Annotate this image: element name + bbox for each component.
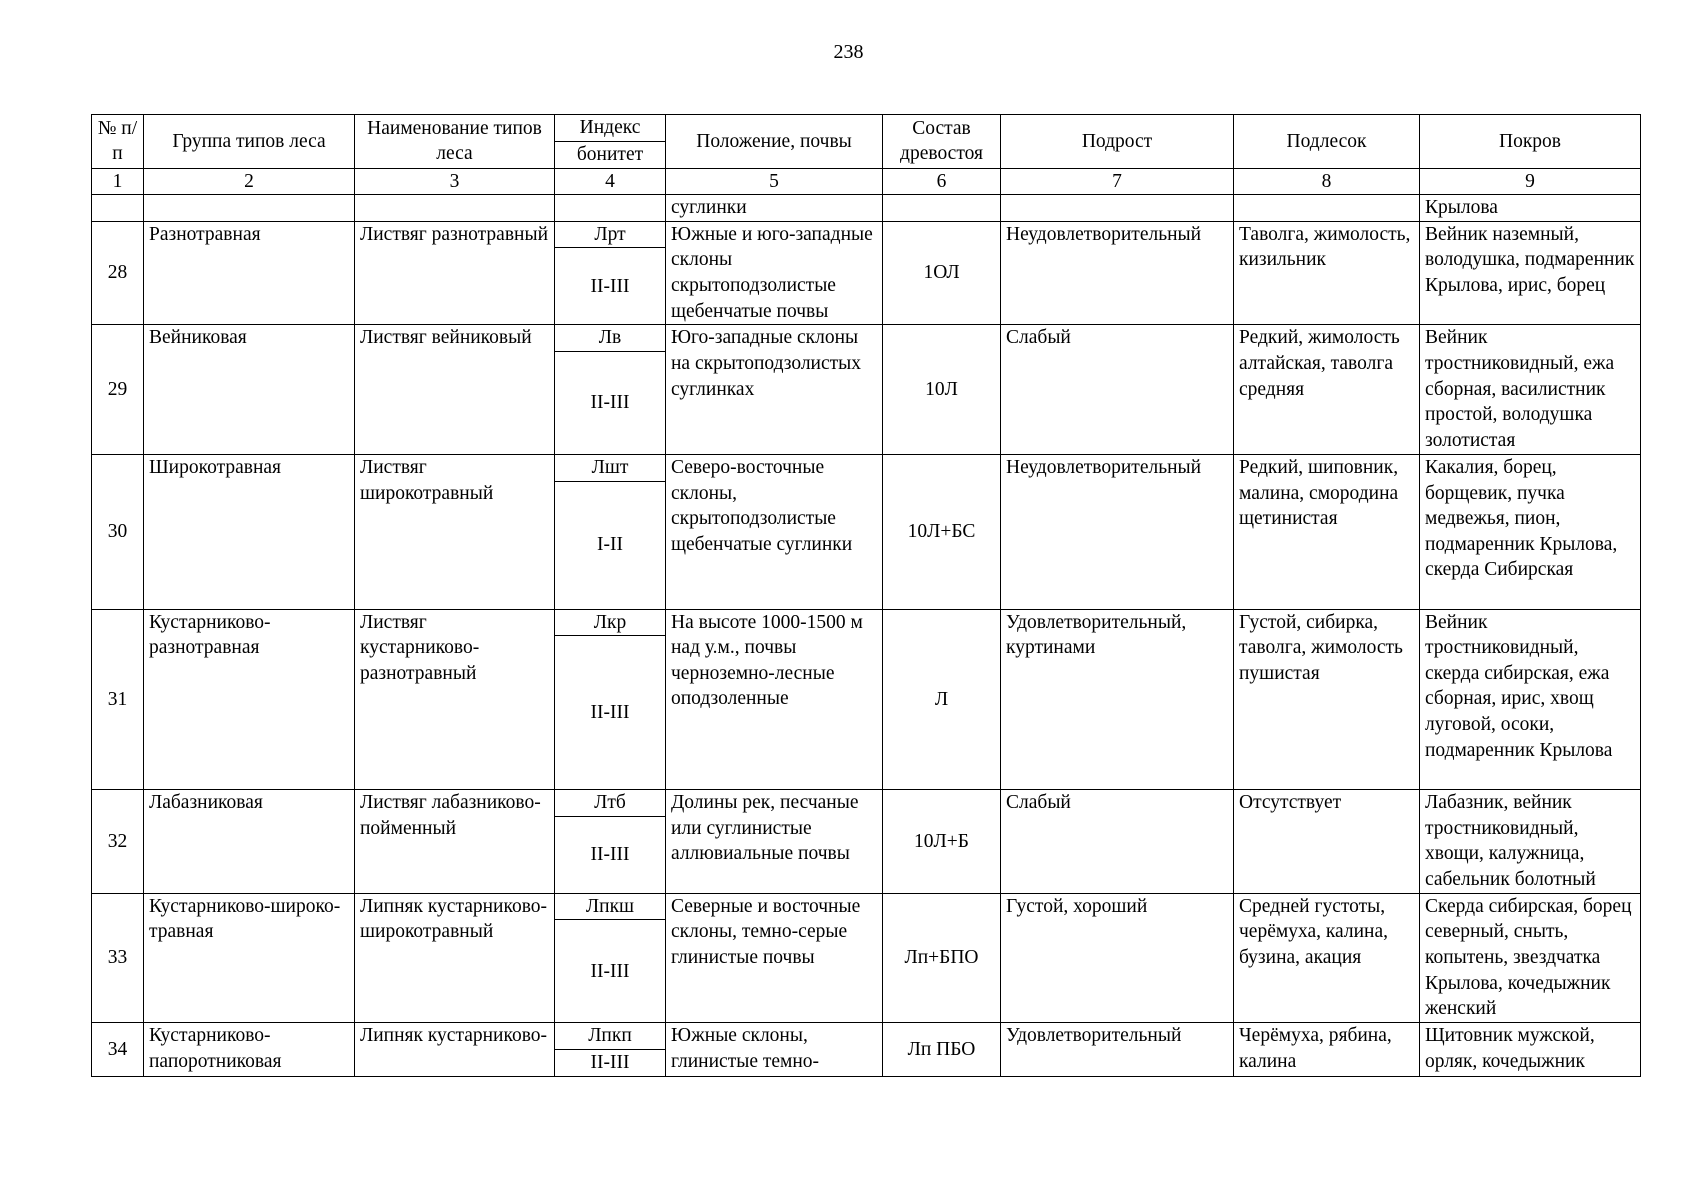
column-number: 8 <box>1234 168 1420 195</box>
row-cover: Скерда сибирская, борец северный, сныть, копытень, звездчатка Крылова, кочедыжник женский <box>1420 893 1641 1023</box>
row-position: Северные и восточные склоны, темно-серые глинистые почвы <box>666 893 883 1023</box>
page-number: 238 <box>833 41 864 63</box>
row-num: 34 <box>92 1023 144 1076</box>
column-number: 4 <box>555 168 666 195</box>
row-underwood: Таволга, жимолость, кизильник <box>1234 221 1420 325</box>
continuation-position: суглинки <box>666 195 883 222</box>
row-num: 28 <box>92 221 144 325</box>
row-undergrowth: Слабый <box>1001 325 1234 455</box>
continuation-row <box>92 195 1641 222</box>
row-name: Листвяг кустарниково-разнотравный <box>355 609 555 790</box>
row-composition: 10Л+Б <box>883 790 1001 894</box>
header-position: Положение, почвы <box>666 115 883 169</box>
column-number: 7 <box>1001 168 1234 195</box>
row-index: Лкр <box>555 609 666 636</box>
row-composition: 10Л <box>883 325 1001 455</box>
row-group: Кустарниково-широко-травная <box>144 893 355 1023</box>
row-group: Кустарниково-папоротниковая <box>144 1023 355 1076</box>
header-cover: Покров <box>1420 115 1641 169</box>
row-bonitet: II-III <box>555 920 666 1023</box>
row-underwood: Отсутствует <box>1234 790 1420 894</box>
header-num: № п/п <box>92 115 144 169</box>
table-row <box>92 1023 1641 1050</box>
row-group: Кустарниково-разнотравная <box>144 609 355 790</box>
row-undergrowth: Удовлетворительный <box>1001 1023 1234 1076</box>
row-undergrowth: Слабый <box>1001 790 1234 894</box>
row-group: Разнотравная <box>144 221 355 325</box>
row-position: Юго-западные склоны на скрытоподзолистых суглинках <box>666 325 883 455</box>
row-bonitet: II-III <box>555 636 666 790</box>
row-index: Лпкш <box>555 893 666 920</box>
row-index: Лшт <box>555 454 666 481</box>
header-undergrowth: Подрост <box>1001 115 1234 169</box>
row-undergrowth: Удовлетворительный, куртинами <box>1001 609 1234 790</box>
row-index: Лв <box>555 325 666 352</box>
row-composition: Л <box>883 609 1001 790</box>
row-composition: 1ОЛ <box>883 221 1001 325</box>
row-position: На высоте 1000-1500 м над у.м., почвы черноземно-лесные оподзоленные <box>666 609 883 790</box>
row-composition: Лп+БПО <box>883 893 1001 1023</box>
column-number: 1 <box>92 168 144 195</box>
table-row <box>92 609 1641 636</box>
column-number: 2 <box>144 168 355 195</box>
column-numbers-row <box>92 168 1641 195</box>
row-group: Лабазниковая <box>144 790 355 894</box>
table-row <box>92 790 1641 817</box>
row-cover: Щитовник мужской, орляк, кочедыжник <box>1420 1023 1641 1076</box>
header-index: Индекс <box>555 115 666 142</box>
header-bonitet: бонитет <box>555 142 666 169</box>
column-number: 9 <box>1420 168 1641 195</box>
row-cover: Вейник тростниковидный, ежа сборная, василистник простой, володушка золотистая <box>1420 325 1641 455</box>
row-name: Липняк кустарниково-широкотравный <box>355 893 555 1023</box>
row-name: Листвяг широкотравный <box>355 454 555 609</box>
row-num: 31 <box>92 609 144 790</box>
row-index: Лрт <box>555 221 666 248</box>
row-position: Южные и юго-западные склоны скрытоподзолистые щебенчатые почвы <box>666 221 883 325</box>
row-num: 30 <box>92 454 144 609</box>
table-row <box>92 893 1641 920</box>
row-name: Липняк кустарниково- <box>355 1023 555 1076</box>
header-underwood: Подлесок <box>1234 115 1420 169</box>
row-group: Вейниковая <box>144 325 355 455</box>
row-bonitet: II-III <box>555 248 666 325</box>
row-cover: Вейник наземный, володушка, подмаренник Крылова, ирис, борец <box>1420 221 1641 325</box>
row-composition: 10Л+БС <box>883 454 1001 609</box>
row-underwood: Редкий, жимолость алтайская, таволга средняя <box>1234 325 1420 455</box>
row-composition: Лп ПБО <box>883 1023 1001 1076</box>
row-bonitet: II-III <box>555 816 666 893</box>
header-composition: Состав древостоя <box>883 115 1001 169</box>
row-undergrowth: Неудовлетворительный <box>1001 221 1234 325</box>
row-name: Листвяг разнотравный <box>355 221 555 325</box>
row-cover: Вейник тростниковидный, скерда сибирская, ежа сборная, ирис, хвощ луговой, осоки, подмаренник Крылова <box>1420 609 1641 790</box>
row-bonitet: II-III <box>555 351 666 454</box>
forest-types-table <box>91 114 1641 1077</box>
column-number: 6 <box>883 168 1001 195</box>
row-position: Южные склоны, глинистые темно- <box>666 1023 883 1076</box>
row-undergrowth: Густой, хороший <box>1001 893 1234 1023</box>
row-underwood: Густой, сибирка, таволга, жимолость пушистая <box>1234 609 1420 790</box>
row-index: Лтб <box>555 790 666 817</box>
continuation-cover: Крылова <box>1420 195 1641 222</box>
row-position: Северо-восточные склоны, скрытоподзолистые щебенчатые суглинки <box>666 454 883 609</box>
row-bonitet: I-II <box>555 481 666 609</box>
table-row <box>92 454 1641 481</box>
row-underwood: Черёмуха, рябина, калина <box>1234 1023 1420 1076</box>
header-name: Наименование типов леса <box>355 115 555 169</box>
row-num: 29 <box>92 325 144 455</box>
column-number: 5 <box>666 168 883 195</box>
row-num: 33 <box>92 893 144 1023</box>
header-group: Группа типов леса <box>144 115 355 169</box>
row-position: Долины рек, песчаные или суглинистые аллювиальные почвы <box>666 790 883 894</box>
row-name: Листвяг вейниковый <box>355 325 555 455</box>
row-index: Лпкп <box>555 1023 666 1050</box>
row-group: Широкотравная <box>144 454 355 609</box>
column-number: 3 <box>355 168 555 195</box>
row-underwood: Редкий, шиповник, малина, смородина щетинистая <box>1234 454 1420 609</box>
row-cover: Лабазник, вейник тростниковидный, хвощи, калужница, сабельник болотный <box>1420 790 1641 894</box>
row-cover: Какалия, борец, борщевик, пучка медвежья, пион, подмаренник Крылова, скерда Сибирская <box>1420 454 1641 609</box>
row-undergrowth: Неудовлетворительный <box>1001 454 1234 609</box>
row-bonitet: II-III <box>555 1049 666 1076</box>
row-num: 32 <box>92 790 144 894</box>
table-row <box>92 221 1641 248</box>
row-name: Листвяг лабазниково-пойменный <box>355 790 555 894</box>
row-underwood: Средней густоты, черёмуха, калина, бузина, акация <box>1234 893 1420 1023</box>
table-row <box>92 325 1641 352</box>
